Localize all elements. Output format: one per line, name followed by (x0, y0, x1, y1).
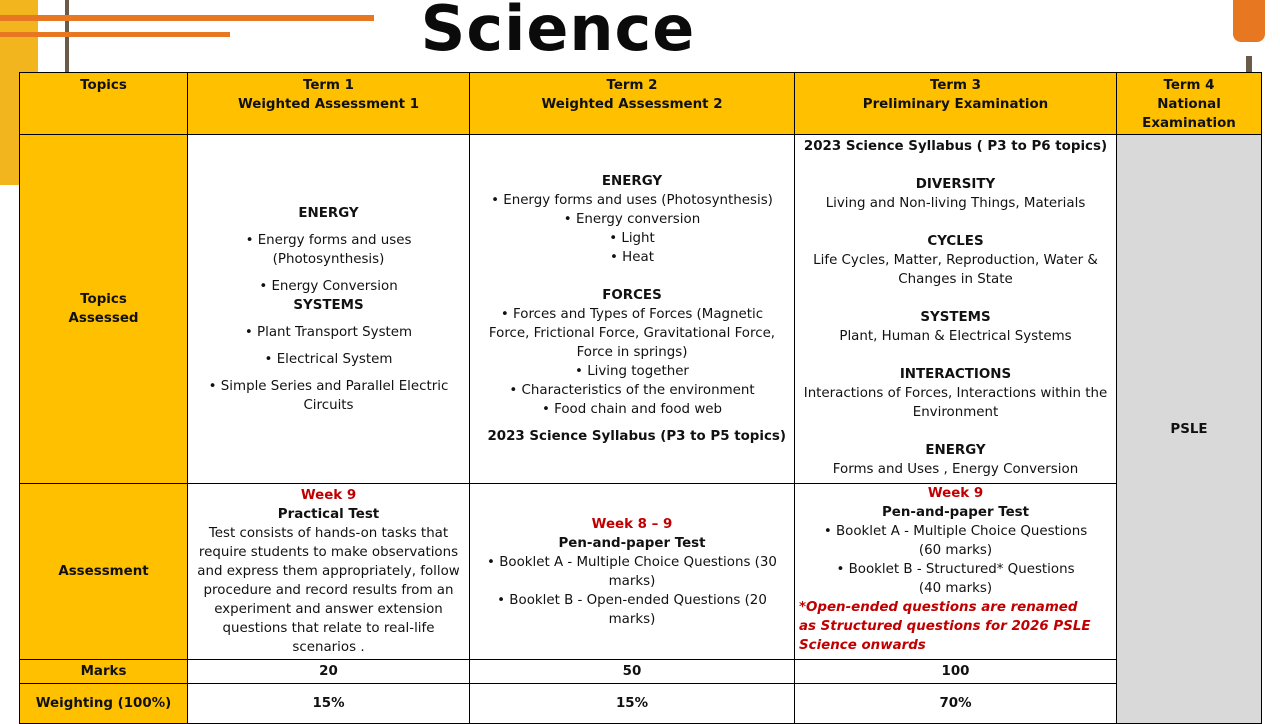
term2-topic-item: • Energy conversion (563, 212, 701, 227)
term3-topic-desc: Interactions of Forces, Interactions within the Environment (803, 386, 1108, 420)
term1-test-desc: Test consists of hands-on tasks that require students to make observations and express them appropriately, follow procedure and record results from an experiment and answer extension questions that relate to real-life scenarios . (197, 526, 460, 655)
row-label-topics (20, 135, 188, 484)
term3-topic-desc: Living and Non-living Things, Materials (825, 196, 1086, 211)
term1-topic-item: • Plant Transport System (244, 324, 413, 340)
term1-energy-heading: ENERGY (298, 205, 359, 221)
header-topics-label: Topics (80, 78, 127, 93)
header-term1-line2: Weighted Assessment 1 (237, 97, 420, 112)
term3-weighting: 70% (795, 684, 1117, 724)
decor-right-bar (1246, 56, 1252, 72)
term1-topics-cell (188, 135, 470, 484)
page-title: Science (420, 0, 696, 65)
term3-topic-desc: Forms and Uses , Energy Conversion (832, 462, 1079, 477)
weighting-row (20, 684, 1262, 724)
term3-booklet-marks: (60 marks) (918, 543, 993, 558)
header-term2-line1: Term 2 (606, 78, 658, 93)
term3-footnote: *Open-ended questions are renamed as Structured questions for 2026 PSLE Science onwards (799, 600, 1091, 653)
term1-topic-item: • Simple Series and Parallel Electric Circuits (208, 378, 449, 413)
term2-assessment-cell (470, 484, 795, 660)
term4-psle-label: PSLE (1170, 421, 1208, 437)
header-term2 (470, 73, 795, 135)
term2-topic-item: • Living together (575, 364, 689, 379)
assessment-row (20, 484, 1262, 660)
term2-topics-cell (470, 135, 795, 484)
term1-week: Week 9 (300, 488, 357, 503)
term2-topic-item: • Characteristics of the environment (509, 383, 755, 398)
header-term4-line2: National (1157, 97, 1221, 112)
term1-weighting: 15% (188, 684, 470, 724)
row-label-topics-text: Topics Assessed (68, 292, 139, 326)
term2-topic-item: • Heat (610, 250, 654, 265)
row-label-assessment-text: Assessment (58, 564, 149, 579)
term2-forces-heading: FORCES (602, 288, 662, 303)
term2-energy-heading: ENERGY (601, 174, 663, 189)
term2-topic-item: • Food chain and food web (541, 402, 723, 417)
term2-week: Week 8 – 9 (591, 516, 673, 532)
header-term4-line1: Term 4 (1163, 78, 1215, 93)
term2-marks: 50 (470, 660, 795, 684)
term1-assessment-cell (188, 484, 470, 660)
term3-energy-heading: ENERGY (925, 443, 986, 458)
term1-test-type: Practical Test (277, 507, 380, 522)
decor-orange-block (1233, 0, 1265, 42)
term2-booklet-item: • Booklet B - Open-ended Questions (20 marks) (497, 592, 767, 627)
topics-row (20, 135, 1262, 484)
term1-topic-item: • Energy Conversion (259, 278, 398, 294)
term1-topic-item: • Energy forms and uses (Photosynthesis) (245, 232, 412, 267)
header-term3-line1: Term 3 (930, 78, 981, 93)
header-term4 (1117, 73, 1262, 135)
term1-topic-item: • Electrical System (264, 351, 393, 367)
term3-booklet-marks: (40 marks) (918, 581, 993, 596)
header-term2-line2: Weighted Assessment 2 (541, 97, 723, 112)
term1-marks: 20 (188, 660, 470, 684)
header-row (20, 73, 1262, 135)
term3-booklet-item: • Booklet B - Structured* Questions (836, 562, 1075, 577)
header-term1 (188, 73, 470, 135)
term1-systems-heading: SYSTEMS (293, 297, 364, 313)
term2-topic-item: • Light (609, 231, 655, 246)
assessment-table (19, 72, 1262, 724)
row-label-weighting-text: Weighting (100%) (35, 696, 172, 711)
marks-row (20, 660, 1262, 684)
term2-test-type: Pen-and-paper Test (558, 535, 706, 551)
row-label-assessment (20, 484, 188, 660)
term2-booklet-item: • Booklet A - Multiple Choice Questions (30 marks) (487, 554, 777, 589)
term3-assessment-cell (795, 484, 1117, 660)
row-label-marks-text: Marks (80, 664, 127, 679)
header-term3-line2: Preliminary Examination (862, 97, 1049, 112)
term3-topics-cell (795, 135, 1117, 484)
term3-syllabus-note: 2023 Science Syllabus ( P3 to P6 topics) (803, 139, 1108, 154)
term4-psle-cell (1117, 135, 1262, 724)
header-term4-line3: Examination (1142, 116, 1236, 131)
term3-topic-desc: Life Cycles, Matter, Reproduction, Water & Changes in State (813, 253, 1098, 287)
term3-cycles-heading: CYCLES (927, 234, 984, 249)
term2-topic-item: • Energy forms and uses (Photosynthesis) (491, 193, 773, 208)
row-label-marks (20, 660, 188, 684)
term3-booklet-item: • Booklet A - Multiple Choice Questions (823, 524, 1088, 539)
term2-syllabus-note: 2023 Science Syllabus (P3 to P5 topics) (487, 429, 786, 444)
term2-topic-item: • Forces and Types of Forces (Magnetic Force, Frictional Force, Gravitational Force, Force in springs) (488, 307, 776, 360)
header-term3 (795, 73, 1117, 135)
term3-week: Week 9 (927, 486, 984, 501)
term3-topic-desc: Plant, Human & Electrical Systems (839, 329, 1072, 344)
row-label-weighting (20, 684, 188, 724)
term3-interactions-heading: INTERACTIONS (899, 367, 1012, 382)
header-term1-line1: Term 1 (303, 78, 354, 93)
term3-systems-heading: SYSTEMS (920, 310, 991, 325)
header-topics (20, 73, 188, 135)
term3-test-type: Pen-and-paper Test (881, 505, 1030, 520)
term3-diversity-heading: DIVERSITY (915, 177, 996, 192)
term3-marks: 100 (795, 660, 1117, 684)
term2-weighting: 15% (470, 684, 795, 724)
